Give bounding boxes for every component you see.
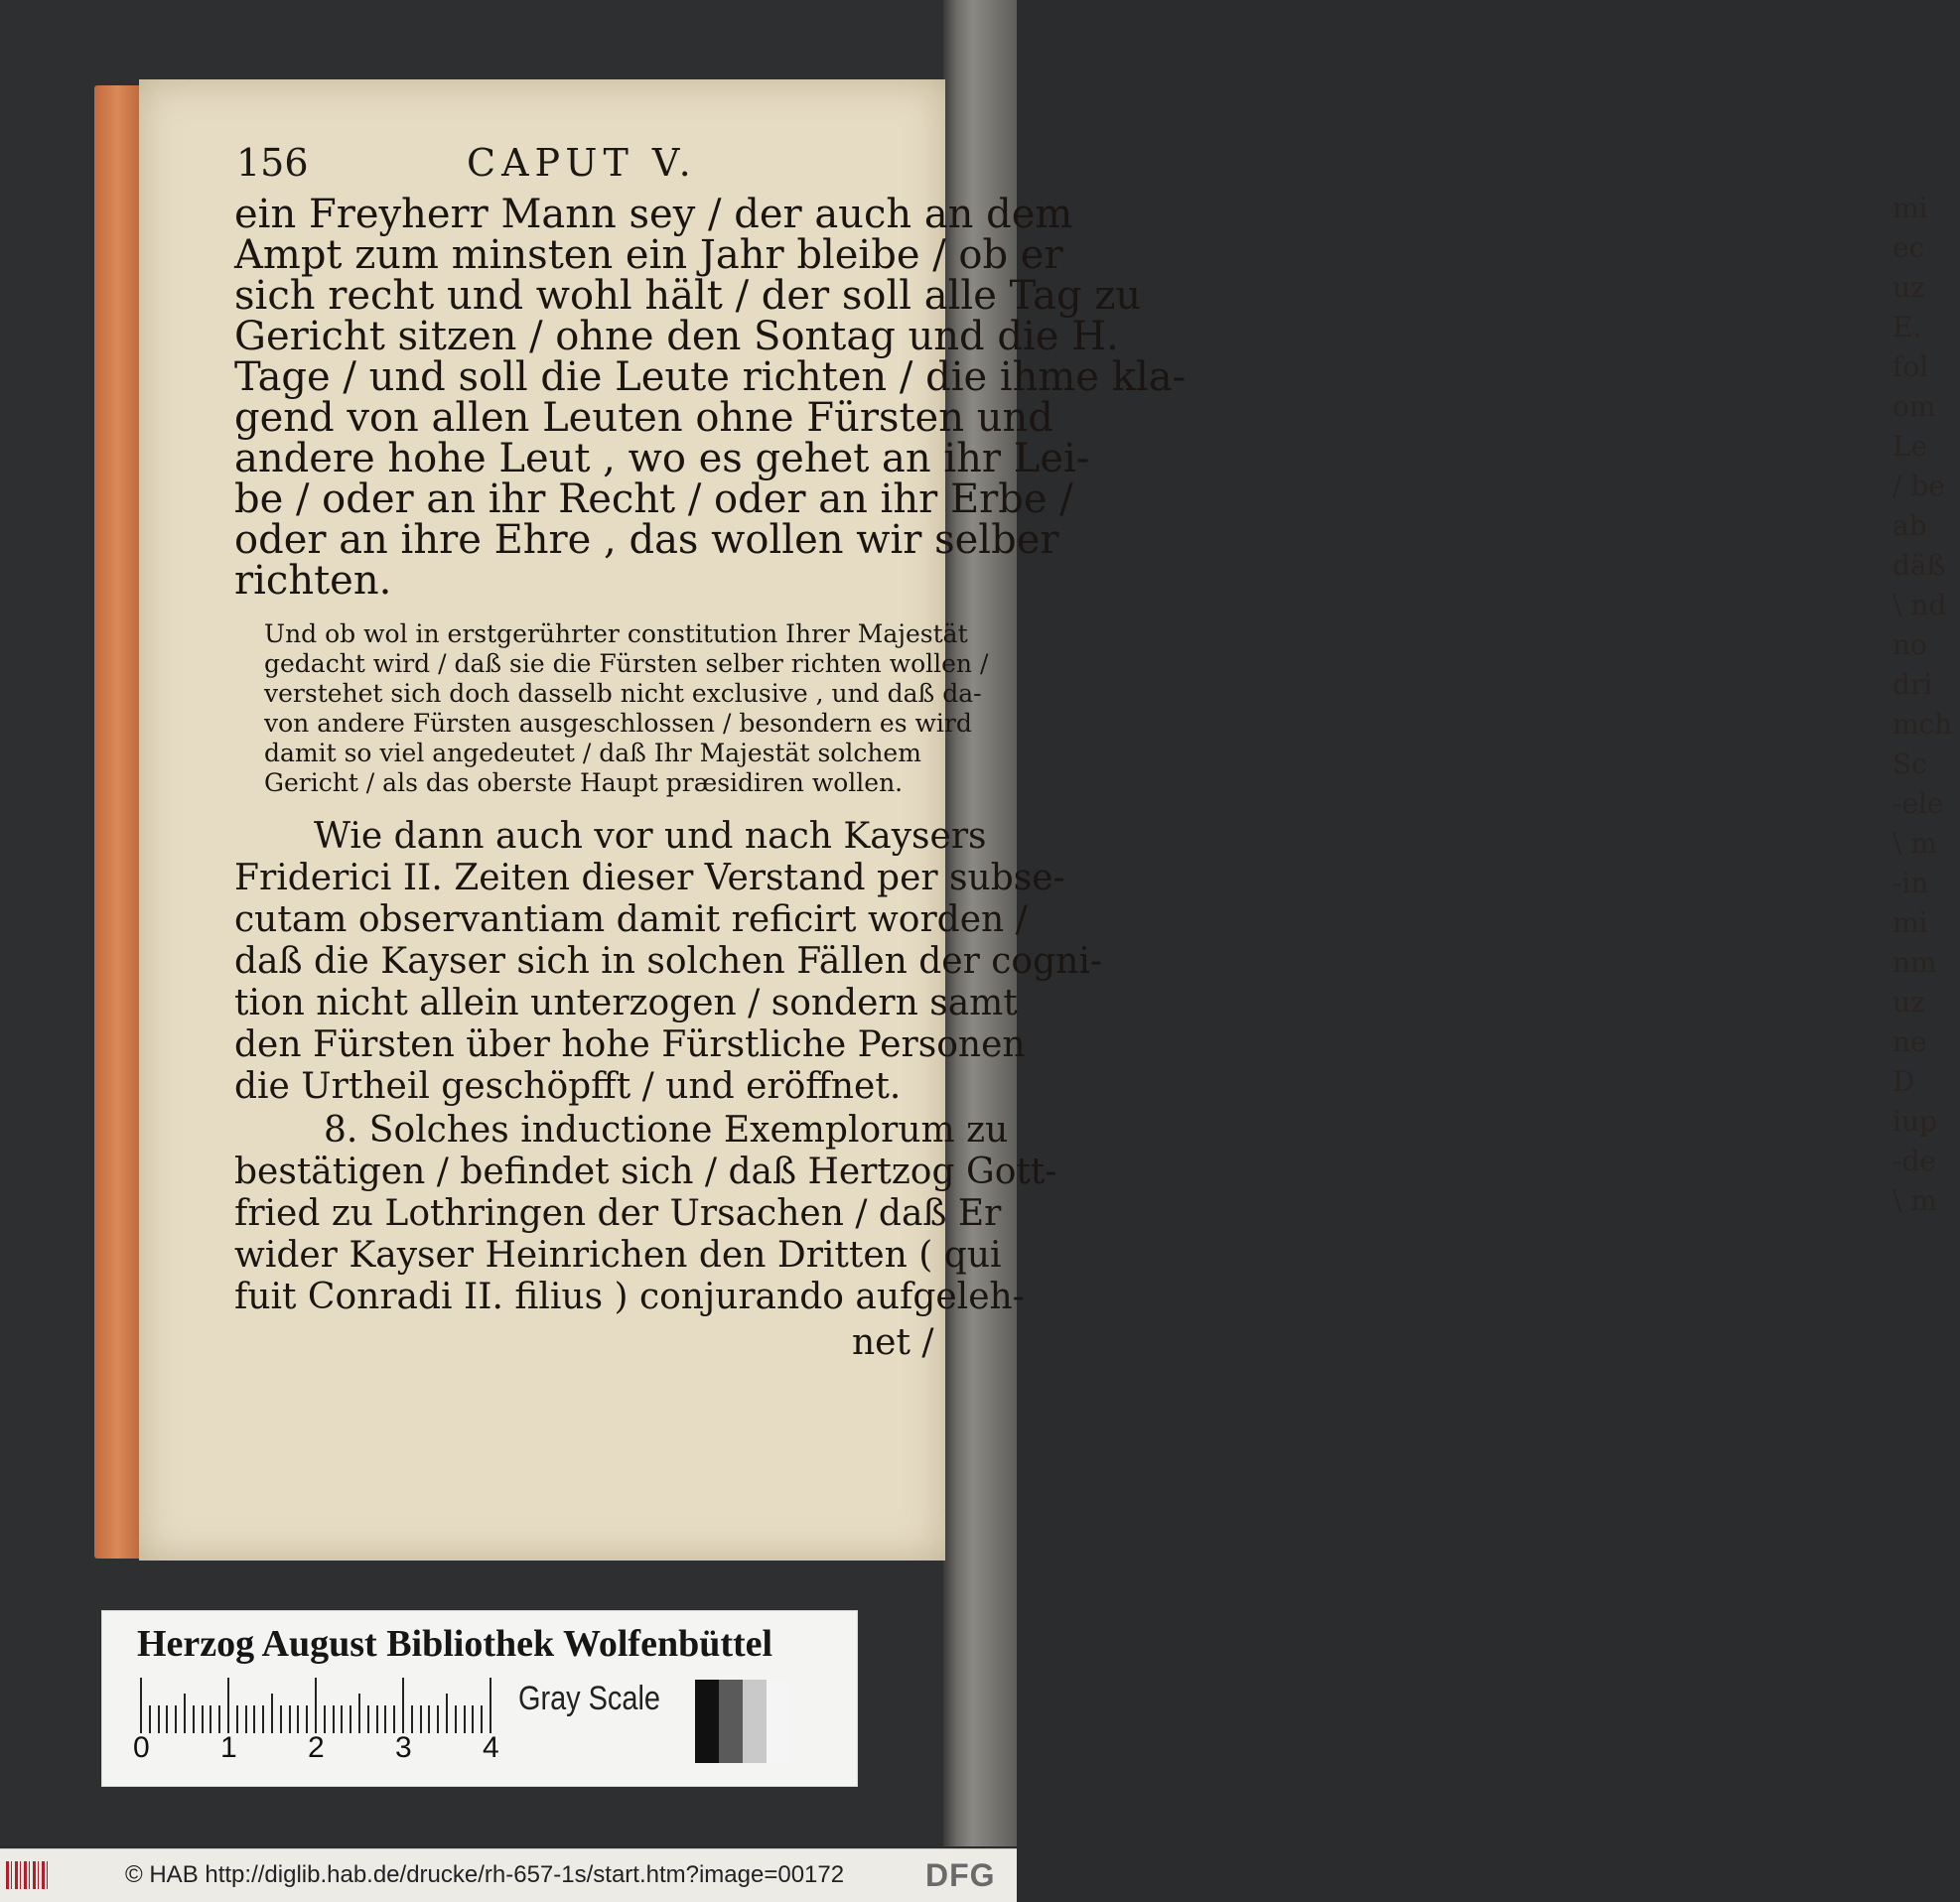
ruler-tick	[333, 1705, 335, 1733]
ruler-tick	[490, 1678, 491, 1733]
text-line: von andere Fürsten ausgeschlossen / besondern es wird	[264, 709, 972, 738]
ruler-tick	[428, 1705, 430, 1733]
ruler-tick	[253, 1705, 255, 1733]
text-line: Ampt zum minsten ein Jahr bleibe / ob er	[234, 232, 1063, 278]
next-page-fragment: E.	[1892, 311, 1922, 343]
next-page-fragment: dri	[1892, 668, 1933, 701]
next-page-fragment: / be	[1892, 470, 1945, 502]
text-line: Tage / und soll die Leute richten / die ihme kla-	[234, 354, 1187, 400]
next-page-fragment: Le	[1892, 430, 1928, 463]
next-page-fragment: -ele	[1892, 787, 1944, 820]
next-page-fragment: om	[1892, 390, 1936, 423]
paragraph-4	[234, 1110, 1056, 1318]
next-page-fragment: mi	[1892, 906, 1928, 939]
ruler-tick	[236, 1705, 238, 1733]
ruler-tick	[289, 1705, 291, 1733]
next-page-fragment: \ nd	[1892, 589, 1947, 621]
ruler-tick	[384, 1705, 386, 1733]
gray-scale-label: Gray Scale	[518, 1680, 660, 1717]
next-page-fragment: -de	[1892, 1145, 1936, 1177]
ruler-tick	[411, 1705, 413, 1733]
next-page-fragment: uz	[1892, 271, 1925, 304]
gray-swatch	[743, 1680, 767, 1763]
text-line: den Fürsten über hohe Fürstliche Personen	[234, 1024, 1026, 1065]
ruler-tick	[280, 1705, 282, 1733]
ruler-number: 1	[220, 1731, 237, 1764]
next-page-fragment: fol	[1892, 350, 1929, 383]
ruler-tick	[149, 1705, 151, 1733]
text-line: fuit Conradi II. filius ) conjurando aufgeleh-	[234, 1277, 1025, 1317]
library-name: Herzog August Bibliothek Wolfenbüttel	[137, 1623, 773, 1665]
paragraph-2-note	[264, 619, 988, 798]
gray-swatch	[767, 1680, 790, 1763]
next-page-fragment: -in	[1892, 867, 1929, 899]
text-line: ein Freyherr Mann sey / der auch an dem	[234, 192, 1073, 237]
ruler-tick	[140, 1678, 142, 1733]
text-line: die Urtheil geschöpfft / und eröffnet.	[234, 1066, 902, 1107]
viewer-footer	[0, 1848, 1017, 1902]
ruler-tick	[420, 1705, 422, 1733]
ruler-tick	[306, 1705, 308, 1733]
ruler-tick	[341, 1705, 343, 1733]
ruler-tick	[367, 1705, 369, 1733]
ruler-tick	[324, 1705, 326, 1733]
text-line: sich recht und wohl hält / der soll alle Tag zu	[234, 273, 1142, 319]
dfg-logo: DFG	[925, 1857, 996, 1893]
next-page-fragment: uz	[1892, 986, 1925, 1019]
ruler-tick	[350, 1705, 351, 1733]
text-line: 8. Solches inductione Exemplorum zu	[324, 1110, 1009, 1151]
ruler-tick	[464, 1705, 466, 1733]
next-page-fragment: mi	[1892, 192, 1928, 224]
next-page-fragment: Sc	[1892, 747, 1927, 780]
paragraph-3	[234, 816, 1102, 1108]
next-page-fragment: ec	[1892, 231, 1925, 264]
gray-swatch	[719, 1680, 743, 1763]
next-page-fragment: D	[1892, 1065, 1915, 1098]
ruler-tick	[271, 1694, 273, 1733]
next-page-fragment: nm	[1892, 946, 1937, 979]
text-line: be / oder an ihr Recht / oder an ihr Erbe /	[234, 476, 1073, 522]
ruler-tick	[472, 1705, 474, 1733]
next-page-fragment: mch	[1892, 708, 1953, 741]
paragraph-1	[234, 192, 1187, 604]
catchword: net /	[852, 1322, 934, 1363]
ruler-tick	[175, 1705, 177, 1733]
next-page-fragment: ne	[1892, 1025, 1927, 1058]
text-line: Friderici II. Zeiten dieser Verstand per subse-	[234, 858, 1065, 898]
copyright-text: © HAB	[125, 1861, 199, 1888]
ruler-number: 0	[133, 1731, 150, 1764]
next-page-fragment: ab	[1892, 509, 1927, 542]
ruler-tick	[227, 1678, 229, 1733]
ruler-number: 4	[483, 1731, 499, 1764]
text-line: Und ob wol in erstgerührter constitution Ihrer Majestät	[264, 619, 968, 648]
next-page-fragment: no	[1892, 628, 1927, 661]
text-line: Wie dann auch vor und nach Kaysers	[314, 816, 987, 857]
ruler-tick	[297, 1705, 299, 1733]
text-line: cutam observantiam damit reficirt worden /	[234, 899, 1028, 940]
hab-barcode-icon	[6, 1861, 48, 1889]
text-line: Gericht sitzen / ohne den Sontag und die H.	[234, 314, 1119, 359]
ruler-tick	[166, 1705, 168, 1733]
text-line: daß die Kayser sich in solchen Fällen der cogni-	[234, 941, 1103, 982]
ruler-tick	[376, 1705, 378, 1733]
ruler-number: 2	[308, 1731, 325, 1764]
text-line: oder an ihre Ehre , das wollen wir selber	[234, 517, 1059, 563]
ruler-tick	[245, 1705, 247, 1733]
next-page-fragment: däß	[1892, 549, 1946, 582]
page-number: 156	[236, 141, 309, 185]
ruler-tick	[437, 1705, 439, 1733]
ruler-tick	[218, 1705, 220, 1733]
text-line: damit so viel angedeutet / daß Ihr Majestät solchem	[264, 739, 921, 767]
ruler-tick	[446, 1694, 448, 1733]
ruler-tick	[210, 1705, 211, 1733]
text-line: verstehet sich doch dasselb nicht exclusive , und daß da-	[264, 679, 982, 708]
ruler-number: 3	[395, 1731, 412, 1764]
scale-ruler	[140, 1678, 497, 1733]
text-line: wider Kayser Heinrichen den Dritten ( qui	[234, 1235, 1002, 1276]
ruler-tick	[455, 1705, 457, 1733]
next-page-text	[1892, 189, 1960, 1380]
source-url-link[interactable]: http://diglib.hab.de/drucke/rh-657-1s/start.htm?image=00172	[205, 1861, 845, 1888]
text-line: bestätigen / befindet sich / daß Hertzog Gott-	[234, 1152, 1057, 1192]
gray-swatch	[695, 1680, 719, 1763]
ruler-tick	[402, 1678, 404, 1733]
text-line: gend von allen Leuten ohne Fürsten und	[234, 395, 1053, 441]
footer-credit	[125, 1861, 844, 1889]
ruler-tick	[393, 1705, 395, 1733]
text-line: andere hohe Leut , wo es gehet an ihr Lei-	[234, 436, 1090, 481]
page-header	[236, 141, 921, 191]
next-page-fragment: iup	[1892, 1105, 1937, 1138]
ruler-tick	[193, 1705, 195, 1733]
ruler-tick	[158, 1705, 160, 1733]
running-head: CAPUT V.	[467, 141, 697, 185]
text-line: fried zu Lothringen der Ursachen / daß Er	[234, 1193, 1002, 1234]
text-line: tion nicht allein unterzogen / sondern samt	[234, 983, 1018, 1023]
ruler-tick	[184, 1694, 186, 1733]
text-line: gedacht wird / daß sie die Fürsten selber richten wollen /	[264, 649, 989, 678]
ruler-tick	[481, 1705, 483, 1733]
ruler-tick	[262, 1705, 264, 1733]
ruler-tick	[202, 1705, 204, 1733]
ruler-tick	[315, 1678, 317, 1733]
next-page-fragment: \ m	[1892, 827, 1937, 860]
text-line: richten.	[234, 558, 392, 604]
next-page-fragment: \ m	[1892, 1184, 1937, 1217]
text-line: Gericht / als das oberste Haupt præsidiren wollen.	[264, 768, 904, 797]
ruler-tick	[358, 1694, 360, 1733]
gray-swatches	[695, 1680, 790, 1763]
